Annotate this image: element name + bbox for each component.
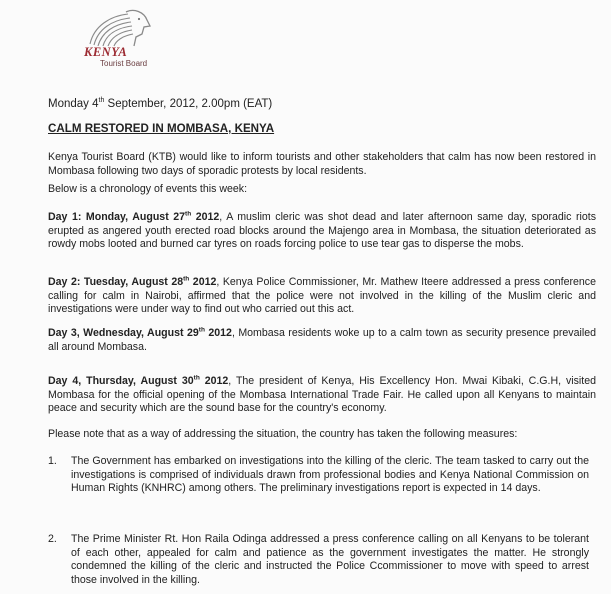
day-1-label: Day 1: Monday, August 27th 2012 <box>48 210 220 223</box>
intro-paragraph: Kenya Tourist Board (KTB) would like to inform tourists and other stakeholders that calm has now been restored in Mombasa following two days of sporadic protests by local residents. <box>48 151 596 177</box>
day-2-label: Day 2: Tuesday, August 28th 2012 <box>48 275 217 288</box>
day-3-paragraph: Day 3, Wednesday, August 29th 2012, Mombasa residents woke up to a calm town as security presence prevailed all around Mombasa. <box>48 326 596 353</box>
kenya-tourist-board-logo <box>70 4 162 72</box>
day-4-label: Day 4, Thursday, August 30th 2012 <box>48 374 229 387</box>
measures-intro: Please note that as a way of addressing the situation, the country has taken the following measures: <box>48 428 518 440</box>
day-4-paragraph: Day 4, Thursday, August 30th 2012, The president of Kenya, His Excellency Hon. Mwai Kibaki, C.G.H, visited Mombasa for the official opening of the Mombasa International Trade Fair. He called upon all Kenyans to maintain peace and security which are the sound base for the country's economy. <box>48 374 596 415</box>
release-dateline: Monday 4th September, 2012, 2.00pm (EAT) <box>48 97 273 110</box>
day-3-label: Day 3, Wednesday, August 29th 2012 <box>48 326 232 339</box>
day-2-paragraph: Day 2: Tuesday, August 28th 2012, Kenya Police Commissioner, Mr. Mathew Iteere addressed a press conference calling for calm in Nairobi, affirmed that the police were not involved in the killing of the Muslim cleric and investigations were under way to find out who carried out this act. <box>48 275 596 316</box>
lion-emblem-icon <box>70 4 162 50</box>
measure-number: 1. <box>48 455 57 467</box>
measure-text: The Prime Minister Rt. Hon Raila Odinga addressed a press conference calling on all Kenyans to be tolerant of each other, appealed for calm and patience as the government investigates the matter. He strongly condemned the killing of the cleric and instructed the Police Ccommissioner to move with speed to arrest those involved in the killing. <box>71 533 589 586</box>
chronology-intro: Below is a chronology of events this week: <box>48 183 248 195</box>
release-headline: CALM RESTORED IN MOMBASA, KENYA <box>48 122 275 135</box>
logo-brand-text: KENYA <box>84 45 128 59</box>
measure-text: The Government has embarked on investigations into the killing of the cleric. The team tasked to carry out the investigations is comprised of individuals drawn from professional bodies and Kenya National Commission on Human Rights (KNHRC) among others. The preliminary investigations report is expected in 14 days. <box>71 455 589 495</box>
measure-number: 2. <box>48 533 57 545</box>
logo-subtitle: Tourist Board <box>100 59 148 68</box>
day-1-paragraph: Day 1: Monday, August 27th 2012, A muslim cleric was shot dead and later afternoon same day, sporadic riots erupted as angered youth erected road blocks around the Majengo area in Mombasa, the situation deteriorated as rowdy mobs looted and burned car tyres on roads forcing police to use tear gas to disperse the mobs. <box>48 210 597 251</box>
